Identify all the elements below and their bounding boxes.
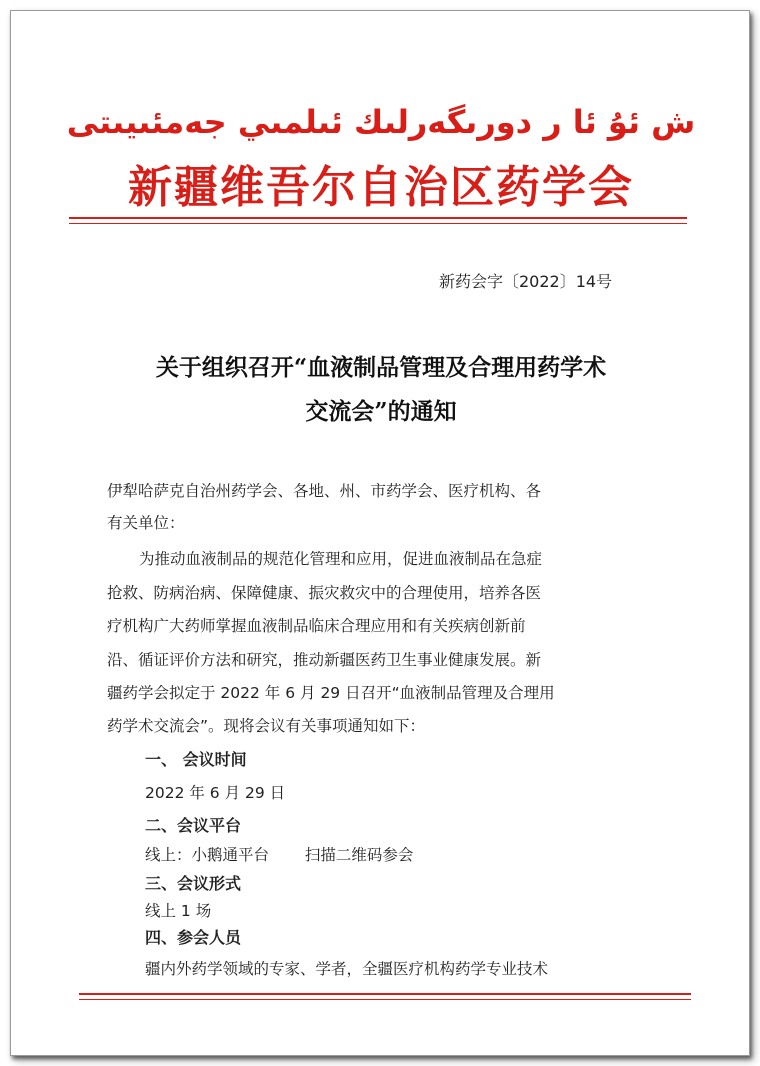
section-format-heading: 三、会议形式: [145, 874, 242, 893]
body-line: 为推动血液制品的规范化管理和应用，促进血液制品在急症: [139, 550, 543, 568]
section-time-value: 2022 年 6 月 29 日: [145, 784, 286, 802]
section-time-heading: 一、 会议时间: [145, 750, 247, 769]
section-format-value: 线上 1 场: [145, 902, 212, 920]
section-platform-heading: 二、会议平台: [145, 816, 242, 835]
footer-rule-thick: [79, 993, 691, 995]
document-number: 新药会字〔2022〕14号: [439, 272, 613, 291]
body-line: 疗机构广大药师掌握血液制品临床合理应用和有关疾病创新前: [107, 617, 526, 635]
body-line: 沿、循证评价方法和研究，推动新疆医药卫生事业健康发展。新: [107, 651, 542, 669]
document-page: [10, 10, 750, 1056]
header-uyghur-name: ش ئۇ ئا ر دورىگەرلىك ئىلمىي جەمئىيىتى: [66, 103, 696, 141]
notice-title-line2: 交流会”的通知: [305, 398, 457, 425]
section-attendees-value: 疆内外药学领域的专家、学者，全疆医疗机构药学专业技术: [145, 960, 549, 978]
header-rule-thin: [69, 223, 687, 224]
footer-rule-thin: [79, 999, 691, 1000]
body-line: 药学术交流会”。现将会议有关事项通知如下：: [107, 717, 426, 735]
body-line: 疆药学会拟定于 2022 年 6 月 29 日召开“血液制品管理及合理用: [107, 684, 555, 702]
salutation-line1: 伊犁哈萨克自治州药学会、各地、州、市药学会、医疗机构、各: [107, 482, 542, 500]
section-attendees-heading: 四、参会人员: [145, 928, 242, 947]
salutation-line2: 有关单位：: [107, 514, 185, 532]
header-chinese-name: 新疆维吾尔自治区药学会: [128, 162, 634, 213]
notice-title-line1: 关于组织召开“血液制品管理及合理用药学术: [155, 354, 607, 381]
header-rule-thick: [69, 217, 687, 219]
section-platform-value: 线上：小鹅通平台 扫描二维码参会: [145, 846, 414, 864]
body-line: 抢救、防病治病、保障健康、振灾救灾中的合理使用，培养各医: [107, 584, 542, 602]
